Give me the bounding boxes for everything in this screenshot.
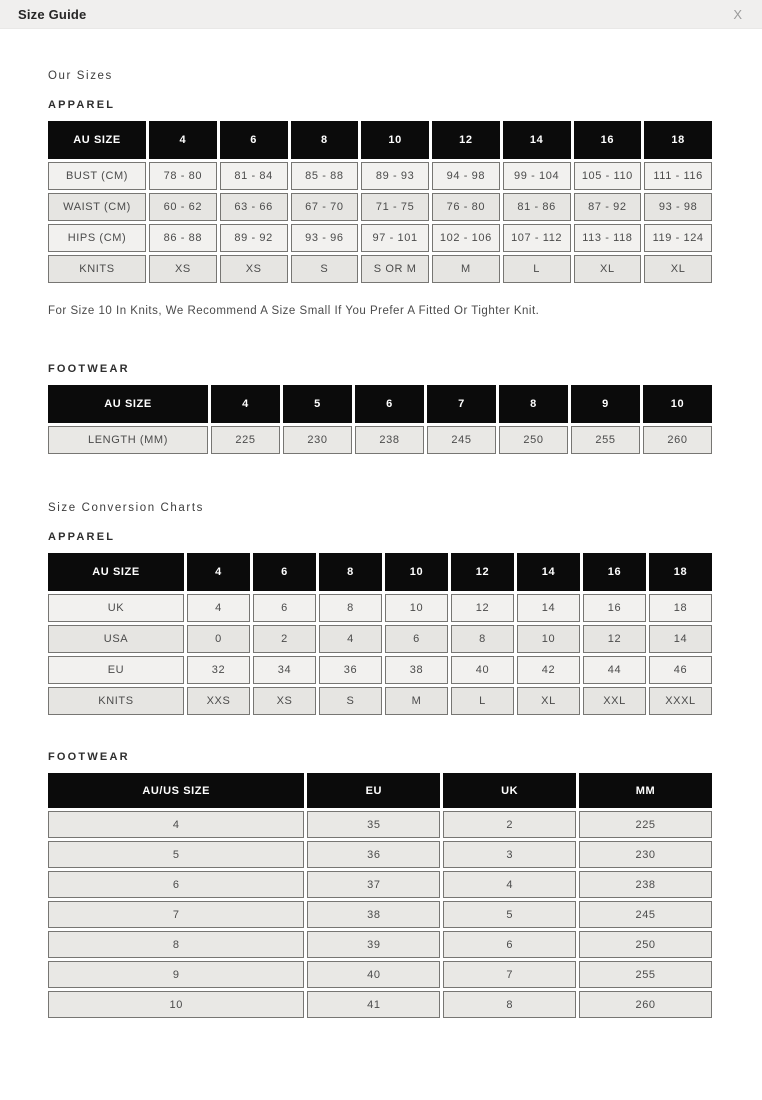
table-cell: 40 bbox=[307, 961, 440, 988]
column-header-cell: 18 bbox=[649, 553, 712, 591]
table-cell: LENGTH (MM) bbox=[48, 426, 208, 454]
column-header-cell: 16 bbox=[583, 553, 646, 591]
table-cell: 18 bbox=[649, 594, 712, 622]
table-cell: 78 - 80 bbox=[149, 162, 217, 190]
table-cell: 39 bbox=[307, 931, 440, 958]
table-cell: 81 - 84 bbox=[220, 162, 288, 190]
close-icon[interactable]: X bbox=[729, 6, 746, 23]
table-cell: 8 bbox=[451, 625, 514, 653]
table-cell: 8 bbox=[48, 931, 304, 958]
table-cell: 67 - 70 bbox=[291, 193, 359, 221]
column-header-cell: 4 bbox=[187, 553, 250, 591]
table-cell: 238 bbox=[579, 871, 712, 898]
table-cell: 5 bbox=[48, 841, 304, 868]
table-cell: 230 bbox=[579, 841, 712, 868]
table-cell: L bbox=[503, 255, 571, 283]
modal-title: Size Guide bbox=[18, 6, 87, 22]
table-cell: 10 bbox=[517, 625, 580, 653]
table-cell: 4 bbox=[187, 594, 250, 622]
table-cell: 8 bbox=[319, 594, 382, 622]
table-cell: 38 bbox=[385, 656, 448, 684]
table-cell: 81 - 86 bbox=[503, 193, 571, 221]
table-cell: 7 bbox=[443, 961, 576, 988]
table-cell: EU bbox=[48, 656, 184, 684]
column-header-cell: 4 bbox=[149, 121, 217, 159]
table-cell: 89 - 93 bbox=[361, 162, 429, 190]
table-cell: 12 bbox=[451, 594, 514, 622]
table-cell: 238 bbox=[355, 426, 424, 454]
column-header-cell: AU SIZE bbox=[48, 121, 146, 159]
table-cell: 225 bbox=[211, 426, 280, 454]
table-cell: 107 - 112 bbox=[503, 224, 571, 252]
table-cell: 102 - 106 bbox=[432, 224, 500, 252]
table-cell: 6 bbox=[385, 625, 448, 653]
column-header-cell: 8 bbox=[499, 385, 568, 423]
conversion-footwear-label: FOOTWEAR bbox=[48, 751, 130, 763]
table-cell: 119 - 124 bbox=[644, 224, 712, 252]
table-cell: XXL bbox=[583, 687, 646, 715]
our-sizes-apparel-table bbox=[48, 121, 712, 283]
column-header-cell: 12 bbox=[451, 553, 514, 591]
column-header-cell: 5 bbox=[283, 385, 352, 423]
table-cell: 250 bbox=[499, 426, 568, 454]
column-header-cell: 18 bbox=[644, 121, 712, 159]
our-sizes-footwear-label: FOOTWEAR bbox=[48, 363, 130, 375]
table-cell: 76 - 80 bbox=[432, 193, 500, 221]
table-cell: 10 bbox=[385, 594, 448, 622]
conversion-footwear-table bbox=[48, 773, 712, 1018]
column-header-cell: 10 bbox=[643, 385, 712, 423]
column-header-cell: 6 bbox=[355, 385, 424, 423]
column-header-cell: 12 bbox=[432, 121, 500, 159]
table-cell: BUST (CM) bbox=[48, 162, 146, 190]
table-cell: 113 - 118 bbox=[574, 224, 642, 252]
column-header-cell: 7 bbox=[427, 385, 496, 423]
table-cell: 41 bbox=[307, 991, 440, 1018]
table-cell: 111 - 116 bbox=[644, 162, 712, 190]
table-cell: 36 bbox=[319, 656, 382, 684]
table-cell: 2 bbox=[253, 625, 316, 653]
table-cell: 8 bbox=[443, 991, 576, 1018]
table-cell: 14 bbox=[517, 594, 580, 622]
table-cell: XS bbox=[149, 255, 217, 283]
table-cell: M bbox=[432, 255, 500, 283]
table-cell: KNITS bbox=[48, 687, 184, 715]
table-cell: 89 - 92 bbox=[220, 224, 288, 252]
table-cell: 105 - 110 bbox=[574, 162, 642, 190]
table-cell: S bbox=[319, 687, 382, 715]
table-cell: 245 bbox=[579, 901, 712, 928]
table-cell: 60 - 62 bbox=[149, 193, 217, 221]
table-cell: 260 bbox=[579, 991, 712, 1018]
table-cell: KNITS bbox=[48, 255, 146, 283]
table-cell: 7 bbox=[48, 901, 304, 928]
column-header-cell: 9 bbox=[571, 385, 640, 423]
table-cell: 2 bbox=[443, 811, 576, 838]
table-cell: 4 bbox=[48, 811, 304, 838]
knits-note: For Size 10 In Knits, We Recommend A Size Small If You Prefer A Fitted Or Tighter Knit. bbox=[48, 305, 540, 317]
table-cell: XS bbox=[253, 687, 316, 715]
table-cell: 86 - 88 bbox=[149, 224, 217, 252]
table-cell: S bbox=[291, 255, 359, 283]
table-cell: 5 bbox=[443, 901, 576, 928]
modal-header bbox=[0, 0, 762, 29]
column-header-cell: 16 bbox=[574, 121, 642, 159]
table-cell: XL bbox=[574, 255, 642, 283]
table-cell: XXXL bbox=[649, 687, 712, 715]
column-header-cell: 6 bbox=[253, 553, 316, 591]
table-cell: 34 bbox=[253, 656, 316, 684]
column-header-cell: AU SIZE bbox=[48, 385, 208, 423]
column-header-cell: EU bbox=[307, 773, 440, 808]
column-header-cell: 6 bbox=[220, 121, 288, 159]
table-cell: 37 bbox=[307, 871, 440, 898]
table-cell: 42 bbox=[517, 656, 580, 684]
table-cell: 46 bbox=[649, 656, 712, 684]
table-cell: 16 bbox=[583, 594, 646, 622]
size-conversion-heading: Size Conversion Charts bbox=[48, 502, 205, 514]
column-header-cell: 10 bbox=[385, 553, 448, 591]
table-cell: 9 bbox=[48, 961, 304, 988]
column-header-cell: 14 bbox=[503, 121, 571, 159]
column-header-cell: AU SIZE bbox=[48, 553, 184, 591]
table-cell: XXS bbox=[187, 687, 250, 715]
table-cell: XS bbox=[220, 255, 288, 283]
table-cell: 230 bbox=[283, 426, 352, 454]
table-cell: 44 bbox=[583, 656, 646, 684]
table-cell: 14 bbox=[649, 625, 712, 653]
table-cell: 255 bbox=[579, 961, 712, 988]
table-cell: 255 bbox=[571, 426, 640, 454]
column-header-cell: 10 bbox=[361, 121, 429, 159]
table-cell: 38 bbox=[307, 901, 440, 928]
table-cell: 250 bbox=[579, 931, 712, 958]
table-cell: 0 bbox=[187, 625, 250, 653]
table-cell: 97 - 101 bbox=[361, 224, 429, 252]
table-cell: 40 bbox=[451, 656, 514, 684]
column-header-cell: UK bbox=[443, 773, 576, 808]
table-cell: 6 bbox=[443, 931, 576, 958]
table-cell: 87 - 92 bbox=[574, 193, 642, 221]
table-cell: UK bbox=[48, 594, 184, 622]
our-sizes-footwear-table bbox=[48, 385, 712, 454]
table-cell: XL bbox=[644, 255, 712, 283]
table-cell: 32 bbox=[187, 656, 250, 684]
table-cell: 3 bbox=[443, 841, 576, 868]
table-cell: 225 bbox=[579, 811, 712, 838]
table-cell: HIPS (CM) bbox=[48, 224, 146, 252]
table-cell: WAIST (CM) bbox=[48, 193, 146, 221]
table-cell: 36 bbox=[307, 841, 440, 868]
conversion-apparel-table bbox=[48, 553, 712, 715]
table-cell: XL bbox=[517, 687, 580, 715]
table-cell: M bbox=[385, 687, 448, 715]
table-cell: 6 bbox=[48, 871, 304, 898]
table-cell: 93 - 98 bbox=[644, 193, 712, 221]
column-header-cell: AU/US SIZE bbox=[48, 773, 304, 808]
table-cell: 4 bbox=[443, 871, 576, 898]
table-cell: S OR M bbox=[361, 255, 429, 283]
column-header-cell: 8 bbox=[319, 553, 382, 591]
size-guide-body bbox=[0, 70, 762, 1018]
table-cell: 94 - 98 bbox=[432, 162, 500, 190]
our-sizes-apparel-label: APPAREL bbox=[48, 99, 116, 111]
table-cell: 99 - 104 bbox=[503, 162, 571, 190]
column-header-cell: 4 bbox=[211, 385, 280, 423]
table-cell: 63 - 66 bbox=[220, 193, 288, 221]
table-cell: 85 - 88 bbox=[291, 162, 359, 190]
column-header-cell: MM bbox=[579, 773, 712, 808]
table-cell: 260 bbox=[643, 426, 712, 454]
column-header-cell: 8 bbox=[291, 121, 359, 159]
table-cell: L bbox=[451, 687, 514, 715]
table-cell: 245 bbox=[427, 426, 496, 454]
table-cell: 12 bbox=[583, 625, 646, 653]
table-cell: 10 bbox=[48, 991, 304, 1018]
table-cell: 6 bbox=[253, 594, 316, 622]
our-sizes-heading: Our Sizes bbox=[48, 70, 113, 82]
table-cell: 71 - 75 bbox=[361, 193, 429, 221]
column-header-cell: 14 bbox=[517, 553, 580, 591]
conversion-apparel-label: APPAREL bbox=[48, 531, 116, 543]
table-cell: 4 bbox=[319, 625, 382, 653]
table-cell: USA bbox=[48, 625, 184, 653]
table-cell: 93 - 96 bbox=[291, 224, 359, 252]
table-cell: 35 bbox=[307, 811, 440, 838]
